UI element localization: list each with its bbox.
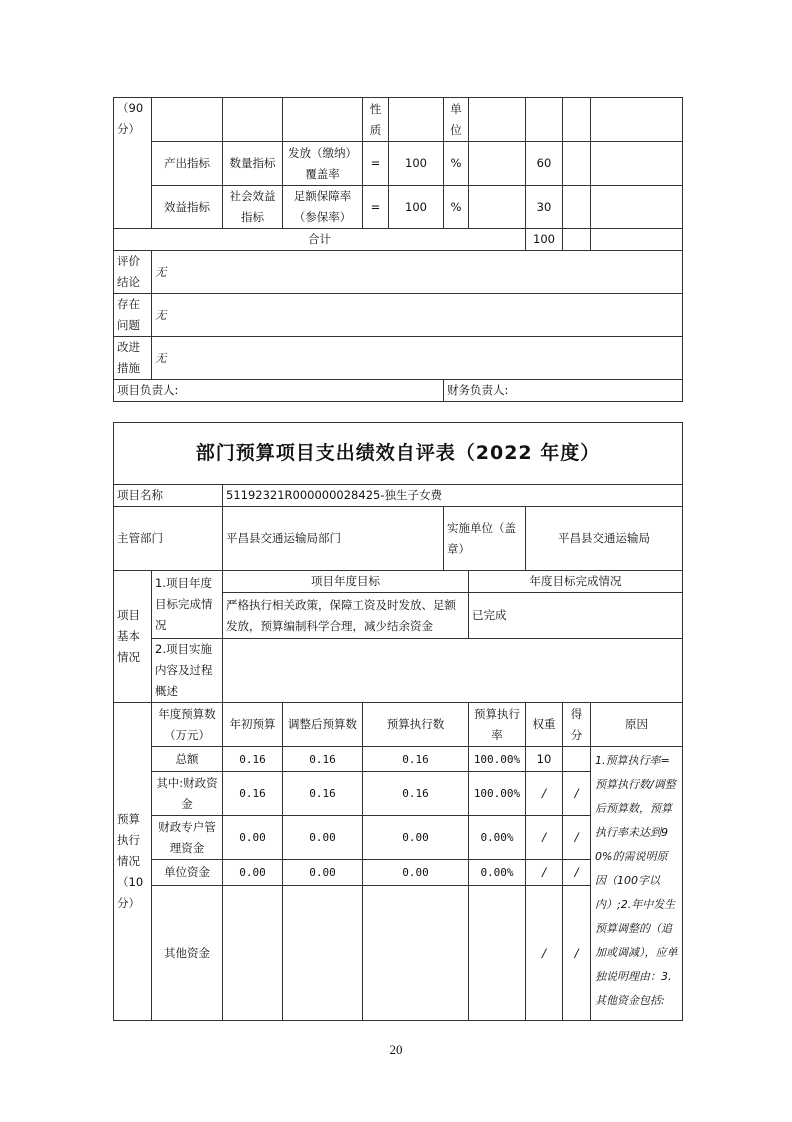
budget-rate	[469, 886, 526, 1021]
budget-rate: 0.00%	[469, 860, 526, 886]
col-header-score: 得分	[563, 703, 591, 747]
budget-score	[563, 747, 591, 772]
budget-weight: /	[526, 772, 563, 816]
budget-initial: 0.16	[223, 747, 283, 772]
col-header-executed: 预算执行数	[363, 703, 469, 747]
indicator-note	[591, 142, 683, 186]
indicator-score	[563, 142, 591, 186]
dept-label: 主管部门	[114, 507, 223, 571]
score-section-label: （90分）	[114, 98, 152, 229]
col-header-rate: 预算执行率	[469, 703, 526, 747]
problems-value: 无	[152, 294, 683, 337]
budget-section-label: 预算执行情况（10分）	[114, 703, 152, 1021]
indicator-weight: 60	[526, 142, 563, 186]
nature-header: 性质	[363, 98, 389, 142]
unit-header: 单位	[444, 98, 469, 142]
col-header-weight: 权重	[526, 703, 563, 747]
budget-adjusted	[283, 886, 363, 1021]
content-label: 2.项目实施内容及过程概述	[152, 639, 223, 703]
budget-executed: 0.16	[363, 747, 469, 772]
goal-label: 1.项目年度目标完成情况	[152, 571, 223, 639]
col-header-reason: 原因	[591, 703, 683, 747]
total-weight: 100	[526, 229, 563, 251]
budget-header-row	[114, 703, 683, 747]
level1-indicator: 产出指标	[152, 142, 223, 186]
budget-weight: /	[526, 860, 563, 886]
indicator-unit: %	[444, 186, 469, 229]
budget-self-evaluation-table	[113, 422, 683, 1021]
budget-initial	[223, 886, 283, 1021]
budget-score: /	[563, 886, 591, 1021]
indicator-note	[591, 186, 683, 229]
indicator-score	[563, 186, 591, 229]
budget-executed: 0.16	[363, 772, 469, 816]
level3-indicator: 足额保障率（参保率）	[283, 186, 363, 229]
budget-score: /	[563, 772, 591, 816]
budget-executed: 0.00	[363, 860, 469, 886]
indicator-target: 100	[389, 186, 444, 229]
budget-adjusted: 0.00	[283, 816, 363, 860]
budget-category: 财政专户管理资金	[152, 816, 223, 860]
budget-adjusted: 0.16	[283, 772, 363, 816]
col-header-adjusted: 调整后预算数	[283, 703, 363, 747]
budget-initial: 0.00	[223, 860, 283, 886]
budget-score: /	[563, 860, 591, 886]
budget-executed	[363, 886, 469, 1021]
impl-unit-label: 实施单位（盖章）	[444, 507, 526, 571]
indicator-nature: =	[363, 186, 389, 229]
measures-label: 改进措施	[114, 337, 152, 380]
level2-indicator: 社会效益指标	[223, 186, 283, 229]
budget-category: 其中:财政资金	[152, 772, 223, 816]
completion-header: 年度目标完成情况	[469, 571, 683, 593]
indicator-actual	[469, 186, 526, 229]
page-number: 20	[389, 1042, 403, 1057]
conclusion-label: 评价结论	[114, 251, 152, 294]
table-row	[114, 142, 683, 186]
indicator-target: 100	[389, 142, 444, 186]
goal-header: 项目年度目标	[223, 571, 469, 593]
budget-initial: 0.16	[223, 772, 283, 816]
budget-adjusted: 0.00	[283, 860, 363, 886]
goal-text: 严格执行相关政策，保障工资及时发放、足额发放，预算编制科学合理，减少结余资金	[223, 593, 469, 639]
budget-initial: 0.00	[223, 816, 283, 860]
indicator-actual	[469, 142, 526, 186]
level3-indicator: 发放（缴纳）覆盖率	[283, 142, 363, 186]
measures-value: 无	[152, 337, 683, 380]
budget-rate: 100.00%	[469, 747, 526, 772]
indicator-unit: %	[444, 142, 469, 186]
budget-rate: 0.00%	[469, 816, 526, 860]
indicator-weight: 30	[526, 186, 563, 229]
reason-note: 1.预算执行率=预算执行数/调整后预算数，预算执行率未达到90%的需说明原因（100字以内）;2.年中发生预算调整的（追加或调减），应单独说明理由：3.其他资金包括:	[591, 747, 683, 1021]
budget-category: 总额	[152, 747, 223, 772]
finance-leader-label: 财务负责人:	[444, 380, 683, 402]
budget-weight: /	[526, 886, 563, 1021]
budget-score: /	[563, 816, 591, 860]
budget-executed: 0.00	[363, 816, 469, 860]
budget-weight: /	[526, 816, 563, 860]
completion-text: 已完成	[469, 593, 683, 639]
performance-indicator-table	[113, 97, 683, 402]
table-row	[114, 747, 683, 772]
project-name-label: 项目名称	[114, 485, 223, 507]
content-text	[223, 639, 683, 703]
conclusion-value: 无	[152, 251, 683, 294]
table-row	[114, 186, 683, 229]
level2-indicator: 数量指标	[223, 142, 283, 186]
indicator-nature: =	[363, 142, 389, 186]
budget-rate: 100.00%	[469, 772, 526, 816]
impl-unit-value: 平昌县交通运输局	[526, 507, 683, 571]
project-name-value: 51192321R000000028425-独生子女费	[223, 485, 683, 507]
basic-info-label: 项目基本情况	[114, 571, 152, 703]
project-leader-label: 项目负责人:	[114, 380, 444, 402]
level1-indicator: 效益指标	[152, 186, 223, 229]
budget-adjusted: 0.16	[283, 747, 363, 772]
problems-label: 存在问题	[114, 294, 152, 337]
col-header-category: 年度预算数（万元）	[152, 703, 223, 747]
total-row	[114, 229, 683, 251]
col-header-initial: 年初预算	[223, 703, 283, 747]
total-label: 合计	[114, 229, 526, 251]
budget-weight: 10	[526, 747, 563, 772]
budget-category: 其他资金	[152, 886, 223, 1021]
dept-value: 平昌县交通运输局部门	[223, 507, 444, 571]
page-title: 部门预算项目支出绩效自评表（2022 年度）	[114, 423, 683, 485]
budget-category: 单位资金	[152, 860, 223, 886]
